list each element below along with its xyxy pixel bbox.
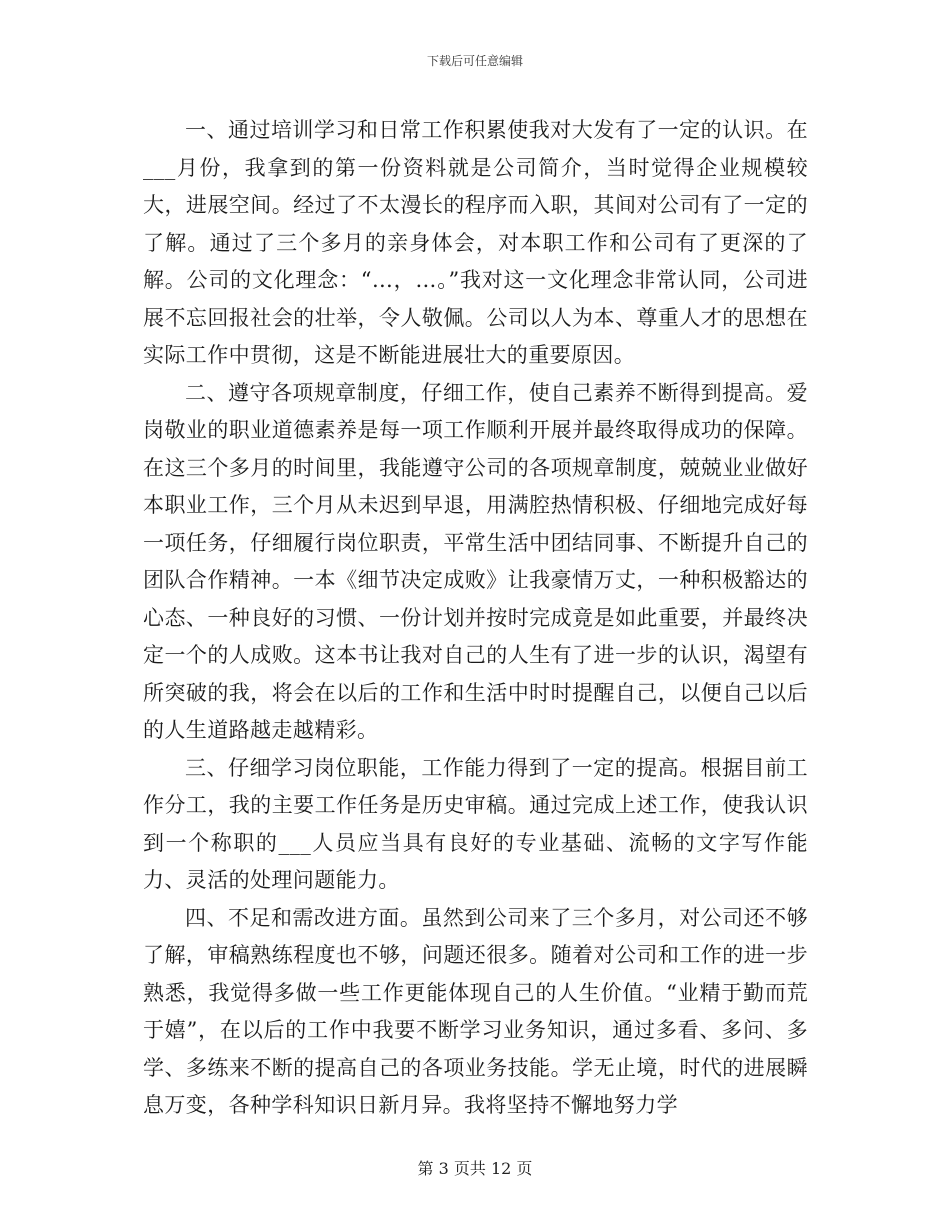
document-body (143, 112, 808, 1125)
paragraph-4: 四、不足和需改进方面。虽然到公司来了三个多月，对公司还不够了解，审稿熟练程度也不够，问题还很多。随着对公司和工作的进一步熟悉，我觉得多做一些工作更能体现自己的人生价值。“业精于勤而荒于嬉”，在以后的工作中我要不断学习业务知识，通过多看、多问、多学、多练来不断的提高自己的各项业务技能。学无止境，时代的进展瞬息万变，各种学科知识日新月异。我将坚持不懈地努力学 (143, 905, 808, 1117)
paragraph-2: 二、遵守各项规章制度，仔细工作，使自己素养不断得到提高。爱岗敬业的职业道德素养是每一项工作顺利开展并最终取得成功的保障。在这三个多月的时间里，我能遵守公司的各项规章制度，兢兢业业做好本职业工作，三个月从未迟到早退，用满腔热情积极、仔细地完成好每一项任务，仔细履行岗位职责，平常生活中团结同事、不断提升自己的团队合作精神。一本《细节决定成败》让我豪情万丈，一种积极豁达的心态、一种良好的习惯、一份计划并按时完成竟是如此重要，并最终决定一个的人成败。这本书让我对自己的人生有了进一步的认识，渴望有所突破的我，将会在以后的工作和生活中时时提醒自己，以便自己以后的人生道路越走越精彩。 (143, 380, 808, 742)
paragraph-1: 一、通过培训学习和日常工作积累使我对大发有了一定的认识。在___月份，我拿到的第一份资料就是公司简介，当时觉得企业规模较大，进展空间。经过了不太漫长的程序而入职，其间对公司有了一定的了解。通过了三个多月的亲身体会，对本职工作和公司有了更深的了解。公司的文化理念：“…，…。”我对这一文化理念非常认同，公司进展不忘回报社会的壮举，令人敬佩。公司以人为本、尊重人才的思想在实际工作中贯彻，这是不断能进展壮大的重要原因。 (143, 118, 808, 367)
page-number-footer: 第 3 页共 12 页 (417, 1159, 533, 1178)
page-header: 下载后可任意编辑 (426, 54, 523, 68)
paragraph-3: 三、仔细学习岗位职能，工作能力得到了一定的提高。根据目前工作分工，我的主要工作任务是历史审稿。通过完成上述工作，使我认识到一个称职的___人员应当具有良好的专业基础、流畅的文字写作能力、灵活的处理问题能力。 (143, 755, 808, 892)
